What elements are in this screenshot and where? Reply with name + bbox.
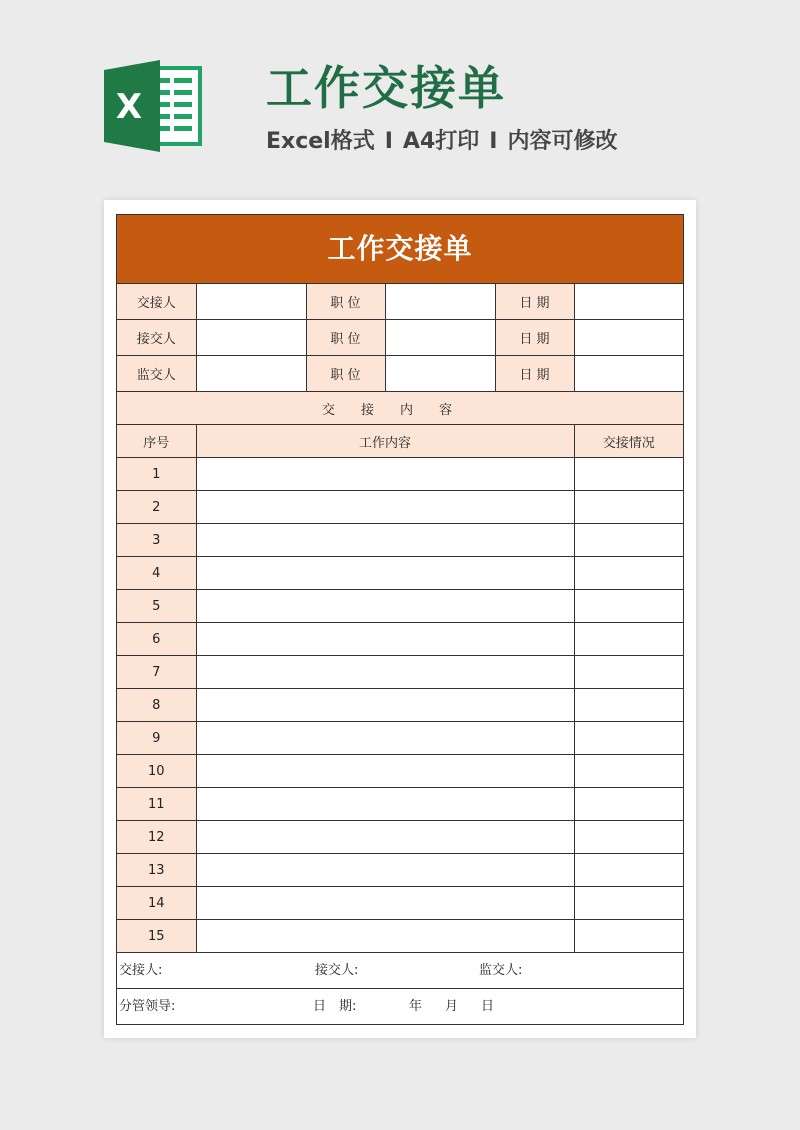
footer-day-label: 日 [481,999,495,1014]
info-label: 日 期 [495,284,574,320]
info-label: 职 位 [306,284,385,320]
row-index: 5 [117,590,196,623]
info-label: 监交人 [117,356,196,392]
row-status-cell[interactable] [574,656,683,689]
row-content-cell[interactable] [196,590,574,623]
row-index: 7 [117,656,196,689]
row-status-cell[interactable] [574,722,683,755]
content-table [117,392,683,953]
footer-row [117,989,683,1025]
info-value-cell[interactable] [196,356,306,392]
info-value-cell[interactable] [196,284,306,320]
row-status-cell[interactable] [574,524,683,557]
row-index: 14 [117,887,196,920]
row-content-cell[interactable] [196,821,574,854]
section-header-row [117,392,683,425]
row-status-cell[interactable] [574,458,683,491]
row-status-cell[interactable] [574,821,683,854]
subtitle-print: A4打印 [402,129,480,154]
row-index: 6 [117,623,196,656]
section-title: 交接内容 [117,392,683,425]
column-header-row [117,425,683,458]
table-row [117,656,683,689]
column-header-content: 工作内容 [196,425,574,458]
info-label: 日 期 [495,320,574,356]
table-row [117,887,683,920]
table-row [117,689,683,722]
info-value-cell[interactable] [196,320,306,356]
row-index: 9 [117,722,196,755]
logo-letter: X [115,87,143,127]
row-status-cell[interactable] [574,689,683,722]
table-row [117,491,683,524]
rows-body [117,458,683,953]
footer-signatures [117,953,683,989]
table-row [117,557,683,590]
row-index: 2 [117,491,196,524]
row-content-cell[interactable] [196,656,574,689]
handover-form [116,214,684,1025]
info-value-cell[interactable] [385,284,495,320]
row-index: 8 [117,689,196,722]
info-table [117,284,683,392]
column-header-index: 序号 [117,425,196,458]
table-row [117,821,683,854]
footer-year-label: 年 [409,999,423,1014]
table-row [117,722,683,755]
row-status-cell[interactable] [574,854,683,887]
table-row [117,623,683,656]
row-index: 1 [117,458,196,491]
row-content-cell[interactable] [196,788,574,821]
row-status-cell[interactable] [574,590,683,623]
table-row [117,854,683,887]
row-status-cell[interactable] [574,557,683,590]
subtitle-format: Excel格式 [266,129,375,154]
footer-table [117,953,683,1024]
row-content-cell[interactable] [196,755,574,788]
footer-receiver-label: 接交人: [315,963,359,978]
row-index: 11 [117,788,196,821]
row-content-cell[interactable] [196,689,574,722]
row-content-cell[interactable] [196,722,574,755]
page-subtitle [266,126,617,158]
subtitle-separator: I [489,129,498,154]
footer-supervisor-label: 监交人: [479,963,523,978]
row-status-cell[interactable] [574,755,683,788]
row-status-cell[interactable] [574,491,683,524]
info-value-cell[interactable] [574,320,683,356]
row-index: 12 [117,821,196,854]
info-row [117,356,683,392]
row-index: 15 [117,920,196,953]
row-content-cell[interactable] [196,557,574,590]
form-title: 工作交接单 [117,215,683,284]
info-value-cell[interactable] [574,284,683,320]
row-index: 4 [117,557,196,590]
table-row [117,755,683,788]
table-row [117,524,683,557]
row-content-cell[interactable] [196,458,574,491]
row-status-cell[interactable] [574,920,683,953]
excel-logo-icon [104,60,204,152]
row-content-cell[interactable] [196,623,574,656]
footer-handover-label: 交接人: [119,963,163,978]
row-status-cell[interactable] [574,788,683,821]
page-title: 工作交接单 [266,61,506,115]
table-row [117,590,683,623]
row-index: 3 [117,524,196,557]
row-content-cell[interactable] [196,920,574,953]
row-content-cell[interactable] [196,887,574,920]
footer-manager-label: 分管领导: [119,999,176,1014]
row-status-cell[interactable] [574,623,683,656]
info-value-cell[interactable] [574,356,683,392]
table-row [117,788,683,821]
info-label: 职 位 [306,356,385,392]
table-row [117,920,683,953]
footer-approval [117,989,683,1025]
row-status-cell[interactable] [574,887,683,920]
info-row [117,320,683,356]
info-label: 接交人 [117,320,196,356]
info-row [117,284,683,320]
subtitle-separator: I [384,129,393,154]
footer-row [117,953,683,989]
info-label: 交接人 [117,284,196,320]
column-header-status: 交接情况 [574,425,683,458]
table-row [117,458,683,491]
row-content-cell[interactable] [196,854,574,887]
info-value-cell[interactable] [385,356,495,392]
footer-month-label: 月 [445,999,459,1014]
row-content-cell[interactable] [196,491,574,524]
row-content-cell[interactable] [196,524,574,557]
subtitle-editable: 内容可修改 [507,129,618,154]
info-value-cell[interactable] [385,320,495,356]
row-index: 10 [117,755,196,788]
row-index: 13 [117,854,196,887]
footer-date-label: 日 期: [313,999,357,1014]
info-label: 职 位 [306,320,385,356]
info-label: 日 期 [495,356,574,392]
